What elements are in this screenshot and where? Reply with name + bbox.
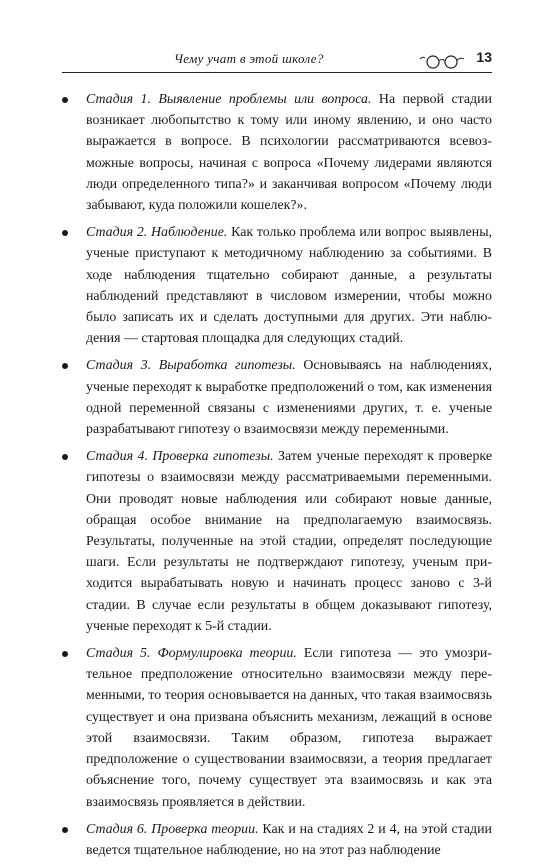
bullet-icon bbox=[62, 454, 68, 460]
bullet-icon bbox=[62, 827, 68, 833]
bullet-icon bbox=[62, 651, 68, 657]
stage-text: Основываясь на наблюдениях, ученые переходят к выработке предположений о том, как изменения одной переменной связаны с изменениями других, т. е. ученые разрабатывают гипотезу о взаимосвязи между переменными. bbox=[86, 358, 492, 438]
stage-title: Стадия 3. Выработка гипотезы. bbox=[86, 358, 296, 374]
bullet-icon bbox=[62, 230, 68, 236]
stage-title: Стадия 4. Проверка гипотезы. bbox=[86, 449, 274, 465]
stage-title: Стадия 5. Формулировка теории. bbox=[86, 646, 297, 662]
list-item-stage-5 bbox=[62, 643, 492, 813]
stage-text: Как только проблема или вопрос выявлены, ученые приступают к методичному наблюдению за событиями. В ходе наблюдения тщательно собирают данные, а результаты наблюдений представляют в числовом измерении, чтобы можно было записать их и сделать доступными для других. Эти наблюдения — стартовая площадка для следующих стадий. bbox=[86, 225, 492, 347]
stage-list bbox=[62, 89, 492, 867]
bullet-icon bbox=[62, 97, 68, 103]
list-item-stage-1 bbox=[62, 89, 492, 216]
page-number: 13 bbox=[476, 49, 492, 65]
running-title: Чему учат в этой школе? bbox=[174, 51, 324, 66]
stage-text: Как и на стадиях 2 и 4, на этой стадии ведется тщательное наблюдение, но на этот раз наблюдение bbox=[86, 821, 492, 858]
list-item-stage-3 bbox=[62, 355, 492, 440]
stage-title: Стадия 2. Наблюдение. bbox=[86, 225, 228, 241]
list-item-stage-6 bbox=[62, 819, 492, 861]
list-item-stage-2 bbox=[62, 222, 492, 349]
stage-text: Если гипотеза — это умозрительное предположение относительно взаимосвязи между переменными, то теория основывается на данных, что такая взаимосвязь существует и она призвана объяснить механизм, лежащий в основе этой взаимосвязи. Таким образом, гипотеза выражает предположение о существовании взаимосвязи, а теория предлагает объяснение того, почему существует эта взаимосвязь и как эта взаимосвязь проявляется в действии. bbox=[86, 646, 493, 810]
stage-text: На первой стадии возникает любопытство к тому или иному явлению, и оно часто выражается в вопросе. В психологии рассматриваются всевозможные вопросы, начиная с вопроса «Почему лидерами являются люди определенного типа?» и заканчивая вопросом «Почему люди забывают, куда положили кошелек?». bbox=[86, 92, 492, 214]
stage-text: Затем ученые переходят к проверке гипотезы о взаимосвязи между рассматриваемыми переменными. Они проводят новые наблюдения или собирают новые данные, обращая особое внимание на предполагаемую взаимосвязь. Результаты, полученные на этой стадии, определят последующие шаги. Если результаты не подтверждают гипотезу, ученым приходится вырабатывать новую и начинать процесс заново с 3-й стадии. В случае если результаты в общем доказывают гипотезу, ученые переходят к 5-й стадии. bbox=[86, 449, 492, 634]
glasses-icon bbox=[419, 53, 465, 69]
running-head bbox=[62, 50, 492, 73]
stage-title: Стадия 6. Проверка теории. bbox=[86, 821, 259, 837]
stage-title: Стадия 1. Выявление проблемы или вопроса. bbox=[86, 92, 372, 107]
bullet-icon bbox=[62, 363, 68, 369]
list-item-stage-4 bbox=[62, 446, 492, 637]
